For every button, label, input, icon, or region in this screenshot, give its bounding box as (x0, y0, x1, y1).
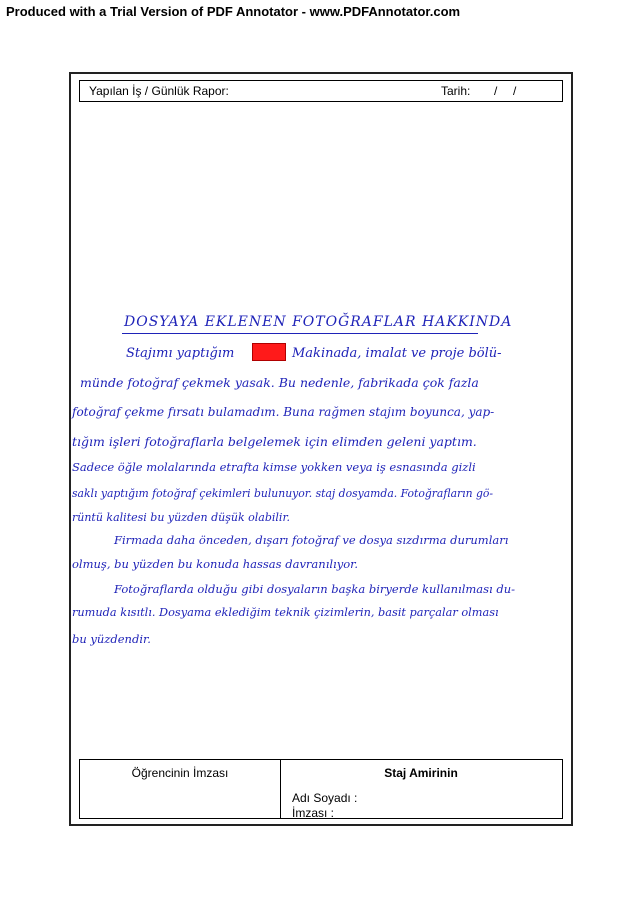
handwritten-line: Sadece öğle molalarında etrafta kimse yokken veya iş esnasında gizli (72, 460, 476, 474)
handwritten-line: rumuda kısıtlı. Dosyama eklediğim teknik çizimlerin, basit parçalar olması (72, 606, 499, 619)
handwritten-heading: DOSYAYA EKLENEN FOTOĞRAFLAR HAKKINDA (124, 314, 513, 330)
handwritten-line: Makinada, imalat ve proje bölü- (292, 346, 502, 361)
date-separator: / (513, 84, 517, 98)
redaction-box (252, 343, 286, 361)
handwritten-line: Fotoğraflarda olduğu gibi dosyaların başka biryerde kullanılması du- (114, 582, 516, 596)
supervisor-title: Staj Amirinin (384, 766, 458, 780)
heading-underline (122, 333, 478, 334)
handwritten-line: Stajımı yaptığım (126, 346, 235, 361)
signature-field-label: İmzası : (292, 806, 335, 820)
handwritten-line: rüntü kalitesi bu yüzden düşük olabilir. (72, 511, 290, 524)
handwritten-line: olmuş, bu yüzden bu konuda hassas davranılıyor. (72, 557, 359, 571)
student-signature-label: Öğrencinin İmzası (131, 766, 229, 780)
date-label: Tarih: (441, 84, 471, 98)
trial-banner: Produced with a Trial Version of PDF Annotator - www.PDFAnnotator.com (6, 4, 461, 19)
page-frame (69, 72, 573, 826)
name-field-label: Adı Soyadı : (292, 791, 358, 805)
handwritten-line: münde fotoğraf çekmek yasak. Bu nedenle, fabrikada çok fazla (80, 375, 479, 390)
handwritten-line: fotoğraf çekme fırsatı bulamadım. Buna rağmen stajım boyunca, yap- (72, 405, 495, 419)
handwritten-line: Firmada daha önceden, dışarı fotoğraf ve dosya sızdırma durumları (114, 533, 509, 547)
handwritten-line: saklı yaptığım fotoğraf çekimleri bulunuyor. staj dosyamda. Fotoğrafların gö- (72, 487, 494, 500)
report-header (79, 80, 563, 102)
date-separator: / (494, 84, 498, 98)
signature-table (79, 759, 563, 819)
report-title: Yapılan İş / Günlük Rapor: (89, 84, 229, 98)
handwritten-line: tığım işleri fotoğraflarla belgelemek için elimden geleni yaptım. (72, 434, 477, 449)
handwritten-line: bu yüzdendir. (72, 632, 151, 646)
